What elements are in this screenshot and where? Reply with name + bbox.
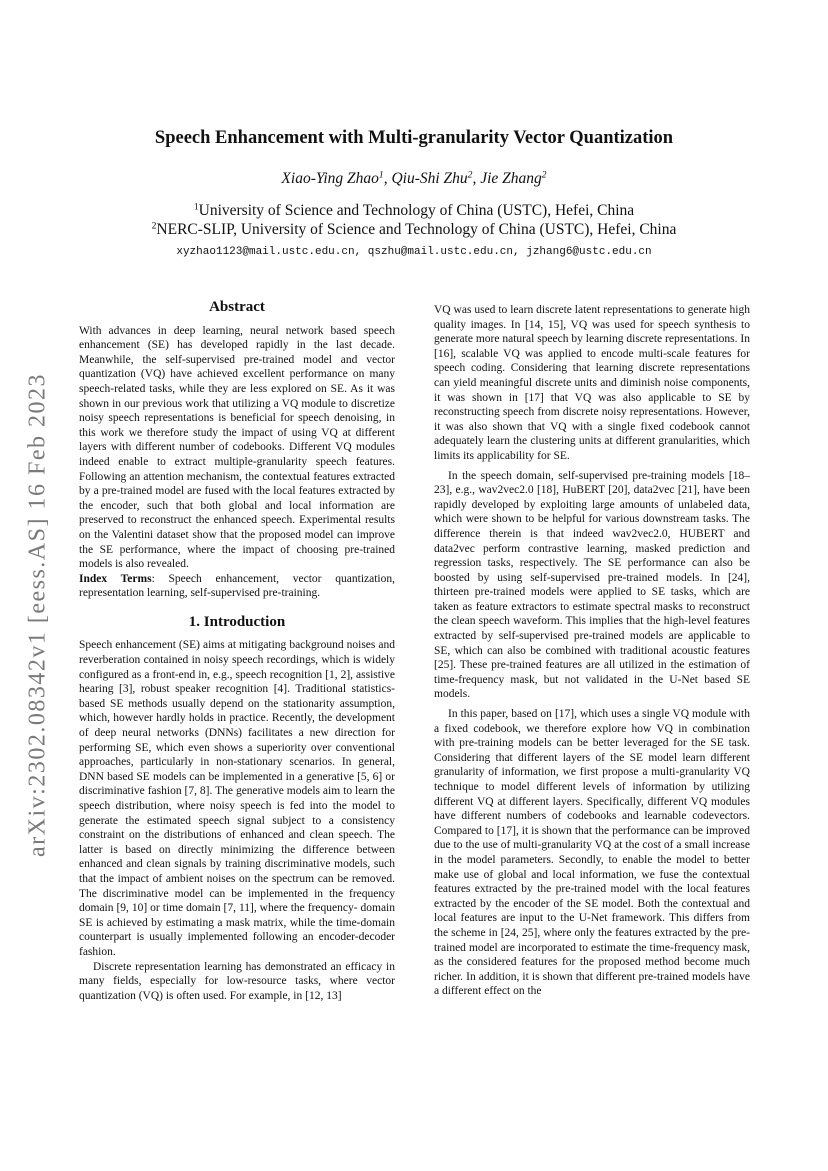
- arxiv-identifier: arXiv:2302.08342v1 [eess.AS] 16 Feb 2023: [24, 373, 51, 857]
- affiliation-mark: 1: [193, 201, 199, 213]
- affiliation: [0, 221, 828, 239]
- abstract-text: With advances in deep learning, neural network based speech enhancement (SE) has developed rapidly in the last decade. Meanwhile, the self-supervised pre-trained model and vector quantization (VQ) have achieved excellent performance on many speech-related tasks, while they are less explored on SE. As it was shown in our previous work that utilizing a VQ module to discretize noisy speech representations is beneficial for speech denoising, in this work we therefore study the impact of using VQ at different layers with different number of codebooks. Different VQ modules indeed enable to extract multiple-granularity speech features. Following an attention mechanism, the contextual features extracted by a pre-trained model are fused with the local features extracted by the encoder, such that both global and local information are preserved to reconstruct the enhanced speech. Experimental results on the Valentini dataset show that the proposed model can improve the SE performance, where the impact of choosing pre-trained models is also revealed.: [79, 324, 395, 571]
- left-column: [79, 300, 395, 1003]
- author-affil-mark: 2: [541, 169, 547, 181]
- arxiv-sidebar: [8, 350, 68, 880]
- author-affil-mark: 2: [467, 169, 473, 181]
- author-emails: xyzhao1123@mail.ustc.edu.cn, qszhu@mail.ustc.edu.cn, jzhang6@ustc.edu.cn: [176, 246, 652, 258]
- body-paragraph: VQ was used to learn discrete latent representations to generate high quality images. In [14, 15], VQ was used for speech synthesis to generate more natural speech by learning discrete representations. In [16], scalable VQ was applied to encode multi-scale features for speech coding. Considering that learning discrete representations can yield meaningful discrete units and diminish noise components, it was shown in [17] that VQ was also applicable to SE by reconstructing speech from discrete noisy representations. However, it was also shown that VQ with a single fixed codebook cannot adequately learn the clustering units at different granularities, which limits its applicability for SE.: [434, 304, 750, 462]
- author-name: Jie Zhang: [480, 170, 542, 187]
- affiliation-mark: 2: [151, 220, 157, 232]
- body-paragraph: In this paper, based on [17], which uses a single VQ module with a fixed codebook, we therefore explore how VQ in combination with pre-training models can be better leveraged for the SE task. Considering that different layers of the SE model learn different granularity of information, we first propose a multi-granularity VQ technique to model different levels of information by utilizing different VQ at different layers. Specifically, different VQ modules have different numbers of codebooks and learnable codevectors. Compared to [17], it is shown that the performance can be improved due to the use of multi-granularity VQ at the cost of a small increase in the model parameters. Secondly, to enable the model to better make use of global and local information, we fuse the contextual features extracted by the pre-trained model with the local features extracted by the encoder of the SE model. Both the contextual and local features are input to the U-Net framework. This differs from the scheme in [24, 25], where only the features extracted by the pre-trained model are incorporated to estimate the time-frequency mask, as the considered features for the proposed method become much richer. In addition, it is shown that different pre-trained models have a different effect on the: [434, 708, 750, 998]
- author-name: Qiu-Shi Zhu: [391, 170, 468, 187]
- index-terms-label: Index Terms: [79, 572, 152, 585]
- index-terms: [79, 572, 395, 601]
- right-column: [434, 303, 750, 999]
- abstract-heading: Abstract: [209, 299, 265, 315]
- index-terms-text: : Speech enhancement, vector quantization, representation learning, self-supervised pre-training.: [79, 572, 395, 600]
- author-name: Xiao-Ying Zhao: [281, 170, 379, 187]
- author-affil-mark: 1: [378, 169, 384, 181]
- author-list: Xiao-Ying Zhao$^1$, Qiu-Shi Zhu$^2$, Jie Zhang$^2$: [281, 169, 547, 187]
- body-paragraph: Speech enhancement (SE) aims at mitigating background noises and reverberation contained in noisy speech recordings, which is widely configured as a front-end in, e.g., speech recognition [1, 2], assistive hearing [3], robust speaker recognition [4]. Traditional statistics-based SE methods usually depend on the stationarity assumption, which, however hardly holds in practice. Recently, the development of deep neural networks (DNNs) facilitates a new direction for performing SE, which even shows a superiority over conventional approaches, particularly in non-stationary scenarios. In general, DNN based SE models can be implemented in a generative [5, 6] or discriminative fashion [7, 8]. The generative models aim to learn the speech distribution, where noisy speech is fed into the model to generate the estimated speech signal subject to a consistency constraint on the distributions of enhanced and clean speech. The latter is based on directly minimizing the difference between enhanced and clean signals by training discriminative models, such that the impact of ambient noises on the spectrum can be removed. The discriminative model can be implemented in the frequency domain [9, 10] or time domain [7, 11], where the frequency- domain SE is achieved by estimating a mask matrix, while the time-domain counterpart is usually implemented following an encoder-decoder fashion.: [79, 639, 395, 958]
- introduction-heading: 1. Introduction: [188, 613, 286, 630]
- paper-title: Speech Enhancement with Multi-granularity Vector Quantization: [154, 128, 674, 148]
- affiliation-text: NERC-SLIP, University of Science and Technology of China (USTC), Hefei, China: [156, 221, 677, 238]
- affiliation-text: University of Science and Technology of China (USTC), Hefei, China: [198, 202, 635, 219]
- body-paragraph: In the speech domain, self-supervised pre-training models [18–23], e.g., wav2vec2.0 [18], HuBERT [20], data2vec [21], have been rapidly developed by exploiting large amounts of unlabeled data, which were shown to be helpful for various downstream tasks. The difference therein is that indeed wav2vec2.0, HUBERT and data2vec perform contrastive learning, masked prediction and regression tasks, respectively. The SE performance can also be boosted by using self-supervised pre-trained models. In [24], thirteen pre-trained models were applied to SE tasks, which are taken as feature extractors to estimate spectral masks to reconstruct the clean speech waveform. This implies that the high-level features extracted by self-supervised pre-trained models are applicable to SE, which can also be combined with traditional acoustic features [25]. These pre-trained features are all utilized in the estimation of time-frequency mask, but not validated in the U-Net based SE models.: [434, 469, 750, 701]
- affiliation: [0, 202, 828, 220]
- body-paragraph: Discrete representation learning has demonstrated an efficacy in many fields, especially for low-resource tasks, where vector quantization (VQ) is often used. For example, in [12, 13]: [79, 960, 395, 1002]
